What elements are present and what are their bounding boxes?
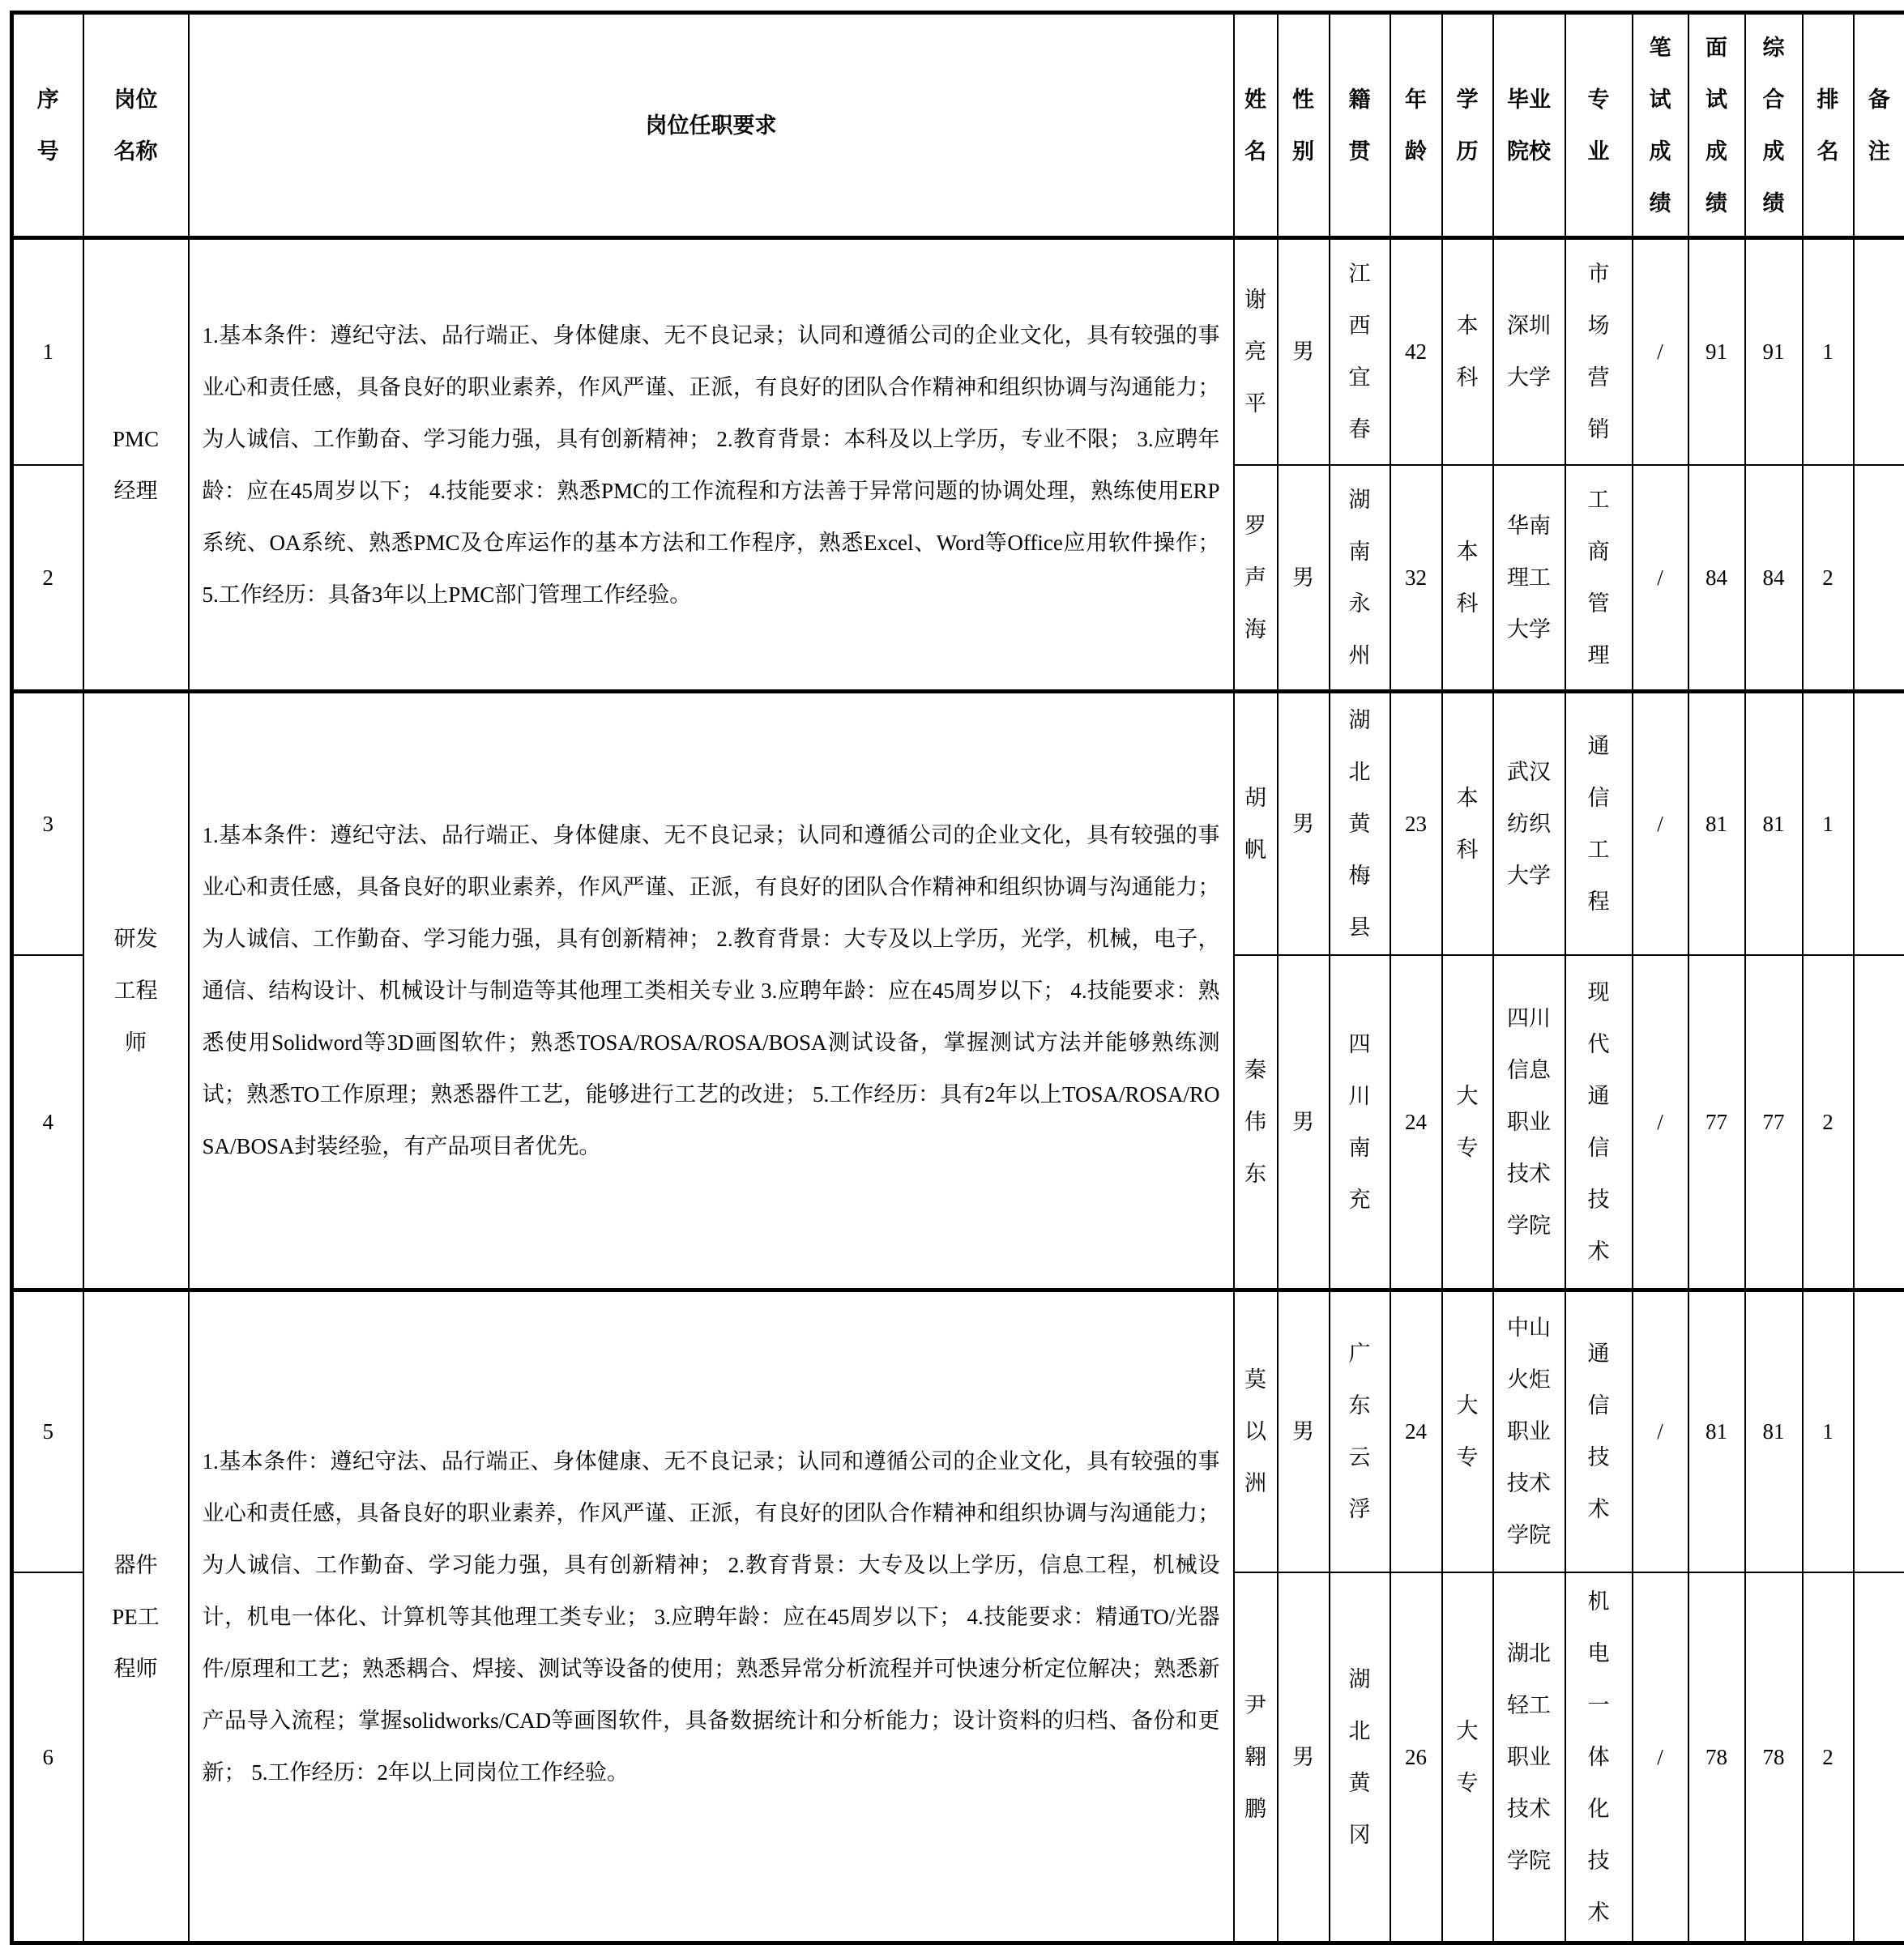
education-cell: 大专 bbox=[1442, 1572, 1493, 1943]
college-cell: 中山火炬职业技术学院 bbox=[1493, 1290, 1565, 1572]
overall-score-cell: 91 bbox=[1745, 238, 1803, 465]
header-seq: 序号 bbox=[12, 13, 83, 238]
remark-cell bbox=[1854, 238, 1904, 465]
remark-cell bbox=[1854, 465, 1904, 692]
written-score-cell: / bbox=[1633, 692, 1688, 955]
origin-cell: 湖北黄梅县 bbox=[1330, 692, 1390, 955]
education-cell: 本科 bbox=[1442, 692, 1493, 955]
requirements-cell: 1.基本条件：遵纪守法、品行端正、身体健康、无不良记录；认同和遵循公司的企业文化，具有较强的事业心和责任感，具备良好的职业素养，作风严谨、正派，有良好的团队合作精神和组织协调与沟通能力；为人诚信、工作勤奋、学习能力强，具有创新精神； 2.教育背景：大专及以上学历，光学，机械，电子，通信、结构设计、机械设计与制造等其他理工类相关专业 3.应聘年龄：应在45周岁以下； 4.技能要求：熟悉使用Solidword等3D画图软件；熟悉TOSA/ROSA/ROSA/BOSA测试设备，掌握测试方法并能够熟练测试；熟悉TO工作原理；熟悉器件工艺，能够进行工艺的改进； 5.工作经历：具有2年以上TOSA/ROSA/ROSA/BOSA封装经验，有产品项目者优先。 bbox=[189, 692, 1234, 1290]
rank-cell: 2 bbox=[1803, 465, 1854, 692]
origin-cell: 江西宜春 bbox=[1330, 238, 1390, 465]
gender-cell: 男 bbox=[1278, 1290, 1330, 1572]
major-cell: 机电一体化技术 bbox=[1565, 1572, 1633, 1943]
position-cell: 研发工程师 bbox=[83, 692, 189, 1290]
name-cell: 尹翱鹏 bbox=[1234, 1572, 1278, 1943]
remark-cell bbox=[1854, 1572, 1904, 1943]
origin-cell: 湖北黄冈 bbox=[1330, 1572, 1390, 1943]
name-cell: 罗声海 bbox=[1234, 465, 1278, 692]
overall-score-cell: 81 bbox=[1745, 692, 1803, 955]
header-education: 学历 bbox=[1442, 13, 1493, 238]
age-cell: 26 bbox=[1390, 1572, 1442, 1943]
table-row bbox=[12, 692, 1904, 955]
major-cell: 市场营销 bbox=[1565, 238, 1633, 465]
education-cell: 本科 bbox=[1442, 465, 1493, 692]
seq-cell: 3 bbox=[12, 692, 83, 955]
header-written-score: 笔试成绩 bbox=[1633, 13, 1688, 238]
gender-cell: 男 bbox=[1278, 465, 1330, 692]
seq-cell: 6 bbox=[12, 1572, 83, 1943]
college-cell: 武汉纺织大学 bbox=[1493, 692, 1565, 955]
table-body bbox=[12, 238, 1904, 1943]
gender-cell: 男 bbox=[1278, 238, 1330, 465]
written-score-cell: / bbox=[1633, 955, 1688, 1290]
header-age: 年龄 bbox=[1390, 13, 1442, 238]
college-cell: 深圳大学 bbox=[1493, 238, 1565, 465]
name-cell: 秦伟东 bbox=[1234, 955, 1278, 1290]
major-cell: 工商管理 bbox=[1565, 465, 1633, 692]
gender-cell: 男 bbox=[1278, 955, 1330, 1290]
rank-cell: 2 bbox=[1803, 955, 1854, 1290]
gender-cell: 男 bbox=[1278, 692, 1330, 955]
table-row bbox=[12, 1290, 1904, 1572]
overall-score-cell: 78 bbox=[1745, 1572, 1803, 1943]
seq-cell: 1 bbox=[12, 238, 83, 465]
college-cell: 湖北轻工职业技术学院 bbox=[1493, 1572, 1565, 1943]
header-remark: 备注 bbox=[1854, 13, 1904, 238]
origin-cell: 四川南充 bbox=[1330, 955, 1390, 1290]
major-cell: 现代通信技术 bbox=[1565, 955, 1633, 1290]
table-header bbox=[12, 13, 1904, 238]
remark-cell bbox=[1854, 692, 1904, 955]
header-major: 专业 bbox=[1565, 13, 1633, 238]
major-cell: 通信工程 bbox=[1565, 692, 1633, 955]
header-position: 岗位名称 bbox=[83, 13, 189, 238]
name-cell: 谢亮平 bbox=[1234, 238, 1278, 465]
header-college: 毕业院校 bbox=[1493, 13, 1565, 238]
remark-cell bbox=[1854, 1290, 1904, 1572]
rank-cell: 1 bbox=[1803, 238, 1854, 465]
header-origin: 籍贯 bbox=[1330, 13, 1390, 238]
written-score-cell: / bbox=[1633, 238, 1688, 465]
college-cell: 四川信息职业技术学院 bbox=[1493, 955, 1565, 1290]
gender-cell: 男 bbox=[1278, 1572, 1330, 1943]
header-row bbox=[12, 13, 1904, 238]
college-cell: 华南理工大学 bbox=[1493, 465, 1565, 692]
rank-cell: 1 bbox=[1803, 1290, 1854, 1572]
recruitment-result-table bbox=[10, 11, 1904, 1945]
requirements-cell: 1.基本条件：遵纪守法、品行端正、身体健康、无不良记录；认同和遵循公司的企业文化，具有较强的事业心和责任感，具备良好的职业素养，作风严谨、正派，有良好的团队合作精神和组织协调与沟通能力；为人诚信、工作勤奋、学习能力强，具有创新精神； 2.教育背景：大专及以上学历，信息工程，机械设计，机电一体化、计算机等其他理工类专业； 3.应聘年龄：应在45周岁以下； 4.技能要求：精通TO/光器件/原理和工艺；熟悉耦合、焊接、测试等设备的使用；熟悉异常分析流程并可快速分析定位解决；熟悉新产品导入流程；掌握solidworks/CAD等画图软件，具备数据统计和分析能力；设计资料的归档、备份和更新； 5.工作经历：2年以上同岗位工作经验。 bbox=[189, 1290, 1234, 1943]
table-row bbox=[12, 238, 1904, 465]
header-overall-score: 综合成绩 bbox=[1745, 13, 1803, 238]
age-cell: 32 bbox=[1390, 465, 1442, 692]
origin-cell: 湖南永州 bbox=[1330, 465, 1390, 692]
education-cell: 大专 bbox=[1442, 955, 1493, 1290]
position-cell: 器件PE工程师 bbox=[83, 1290, 189, 1943]
education-cell: 本科 bbox=[1442, 238, 1493, 465]
written-score-cell: / bbox=[1633, 1290, 1688, 1572]
requirements-cell: 1.基本条件：遵纪守法、品行端正、身体健康、无不良记录；认同和遵循公司的企业文化，具有较强的事业心和责任感，具备良好的职业素养，作风严谨、正派，有良好的团队合作精神和组织协调与沟通能力；为人诚信、工作勤奋、学习能力强，具有创新精神； 2.教育背景：本科及以上学历，专业不限； 3.应聘年龄：应在45周岁以下； 4.技能要求：熟悉PMC的工作流程和方法善于异常问题的协调处理，熟练使用ERP系统、OA系统、熟悉PMC及仓库运作的基本方法和工作程序，熟悉Excel、Word等Office应用软件操作； 5.工作经历：具备3年以上PMC部门管理工作经验。 bbox=[189, 238, 1234, 692]
header-name: 姓名 bbox=[1234, 13, 1278, 238]
position-cell: PMC经理 bbox=[83, 238, 189, 692]
remark-cell bbox=[1854, 955, 1904, 1290]
overall-score-cell: 84 bbox=[1745, 465, 1803, 692]
age-cell: 42 bbox=[1390, 238, 1442, 465]
interview-score-cell: 78 bbox=[1688, 1572, 1745, 1943]
interview-score-cell: 81 bbox=[1688, 692, 1745, 955]
header-gender: 性别 bbox=[1278, 13, 1330, 238]
age-cell: 23 bbox=[1390, 692, 1442, 955]
overall-score-cell: 77 bbox=[1745, 955, 1803, 1290]
major-cell: 通信技术 bbox=[1565, 1290, 1633, 1572]
origin-cell: 广东云浮 bbox=[1330, 1290, 1390, 1572]
interview-score-cell: 77 bbox=[1688, 955, 1745, 1290]
name-cell: 胡帆 bbox=[1234, 692, 1278, 955]
seq-cell: 5 bbox=[12, 1290, 83, 1572]
interview-score-cell: 81 bbox=[1688, 1290, 1745, 1572]
education-cell: 大专 bbox=[1442, 1290, 1493, 1572]
age-cell: 24 bbox=[1390, 955, 1442, 1290]
seq-cell: 2 bbox=[12, 465, 83, 692]
age-cell: 24 bbox=[1390, 1290, 1442, 1572]
header-requirements: 岗位任职要求 bbox=[189, 13, 1234, 238]
written-score-cell: / bbox=[1633, 1572, 1688, 1943]
written-score-cell: / bbox=[1633, 465, 1688, 692]
overall-score-cell: 81 bbox=[1745, 1290, 1803, 1572]
interview-score-cell: 91 bbox=[1688, 238, 1745, 465]
header-rank: 排名 bbox=[1803, 13, 1854, 238]
header-interview-score: 面试成绩 bbox=[1688, 13, 1745, 238]
seq-cell: 4 bbox=[12, 955, 83, 1290]
rank-cell: 2 bbox=[1803, 1572, 1854, 1943]
name-cell: 莫以洲 bbox=[1234, 1290, 1278, 1572]
interview-score-cell: 84 bbox=[1688, 465, 1745, 692]
rank-cell: 1 bbox=[1803, 692, 1854, 955]
